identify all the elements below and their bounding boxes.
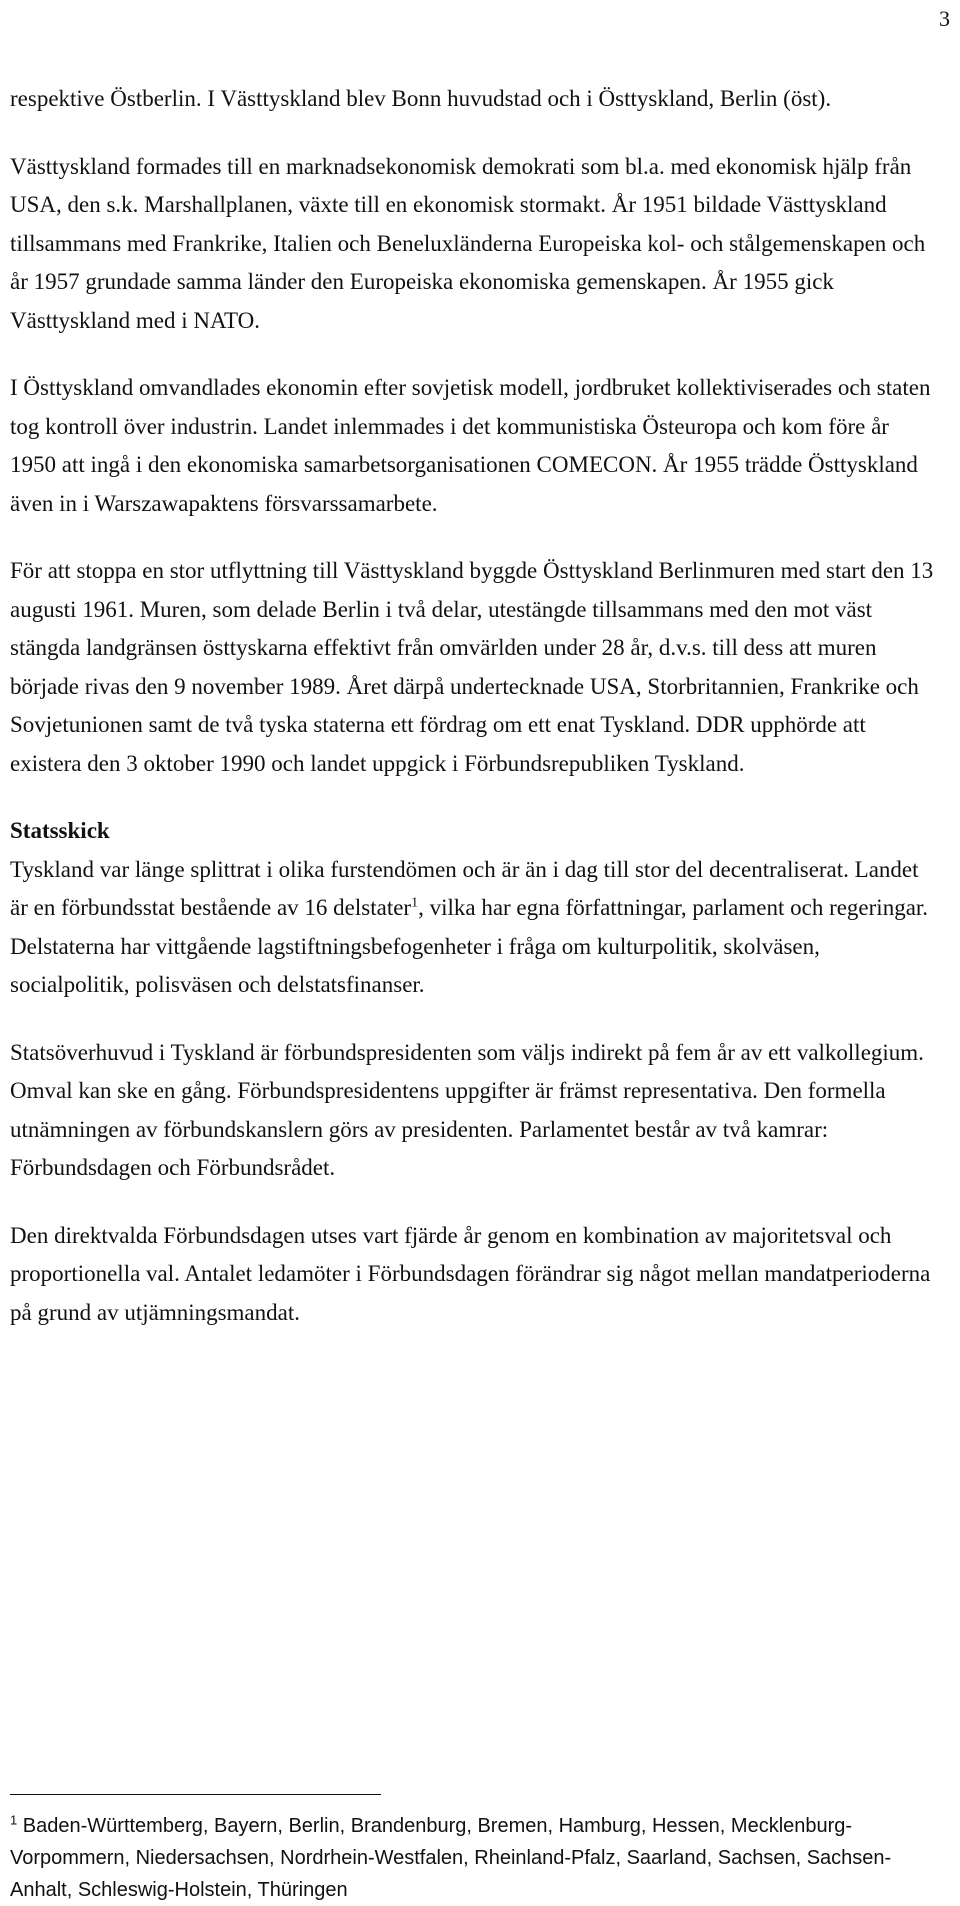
page-number: 3	[939, 6, 950, 31]
paragraph-west-germany: Västtyskland formades till en marknadsekonomisk demokrati som bl.a. med ekonomisk hjälp från USA, den s.k. Marshallplanen, växte till en ekonomisk stormakt. År 1951 bildade Västtyskland tillsammans med Frankrike, Italien och Beneluxländerna Europeiska kol- och stålgemenskapen och år 1957 grundade samma länder den Europeiska ekonomiska gemenskapen. År 1955 gick Västtyskland med i NATO.	[10, 153, 926, 333]
footnote-marker: 1	[10, 1812, 18, 1828]
footnote-separator	[10, 1794, 381, 1795]
footnote-text: Baden-Württemberg, Bayern, Berlin, Brandenburg, Bremen, Hamburg, Hessen, Mecklenburg-Vorpommern, Niedersachsen, Nordrhein-Westfalen, Rheinland-Pfalz, Saarland, Sachsen, Sachsen-Anhalt, Schleswig-Holstein, Thüringen	[10, 1815, 892, 1901]
paragraph-east-germany: I Östtyskland omvandlades ekonomin efter sovjetisk modell, jordbruket kollektiviserades och staten tog kontroll över industrin. Landet inlemmades i det kommunistiska Östeuropa och kom före år 1950 att ingå i den ekonomiska samarbetsorganisationen COMECON. År 1955 trädde Östtyskland även in i Warszawapaktens försvarssamarbete.	[10, 375, 931, 516]
section-heading: Statsskick	[10, 818, 110, 843]
footnote	[10, 1810, 940, 1906]
footnote-reference: 1	[411, 895, 419, 911]
document-body	[10, 80, 940, 1332]
paragraph-berlin-capitals: respektive Östberlin. I Västtyskland blev Bonn huvudstad och i Östtyskland, Berlin (öst).	[10, 86, 832, 111]
federal-states-text-start: Tyskland var länge splittrat i olika furstendömen och är än i dag till stor del decentraliserat. Landet är en förbundsstat bestående av 16 delstater	[10, 856, 919, 920]
paragraph-federal-states	[10, 851, 940, 1005]
paragraph-head-of-state: Statsöverhuvud i Tyskland är förbundspresidenten som väljs indirekt på fem år av ett valkollegium. Omval kan ske en gång. Förbundspresidentens uppgifter är främst representativa. Den formella utnämningen av förbundskanslern görs av presidenten. Parlamentet består av två kamrar: Förbundsdagen och Förbundsrådet.	[10, 1039, 924, 1180]
paragraph-berlin-wall: För att stoppa en stor utflyttning till Västtyskland byggde Östtyskland Berlinmuren med start den 13 augusti 1961. Muren, som delade Berlin i två delar, utestängde tillsammans med den mot väst stängda landgränsen östtyskarna effektivt från omvärlden under 28 år, d.v.s. till dess att muren började rivas den 9 november 1989. Året därpå undertecknade USA, Storbritannien, Frankrike och Sovjetunionen samt de två tyska staterna ett fördrag om ett enat Tyskland. DDR upphörde att existera den 3 oktober 1990 och landet uppgick i Förbundsrepubliken Tyskland.	[10, 558, 934, 776]
federal-states-text-end: , vilka har egna författningar, parlament och regeringar. Delstaterna har vittgående lagstiftningsbefogenheter i fråga om kulturpolitik, skolväsen, socialpolitik, polisväsen och delstatsfinanser.	[10, 895, 929, 997]
paragraph-bundestag: Den direktvalda Förbundsdagen utses vart fjärde år genom en kombination av majoritetsval och proportionella val. Antalet ledamöter i Förbundsdagen förändrar sig något mellan mandatperioderna på grund av utjämningsmandat.	[10, 1222, 931, 1325]
